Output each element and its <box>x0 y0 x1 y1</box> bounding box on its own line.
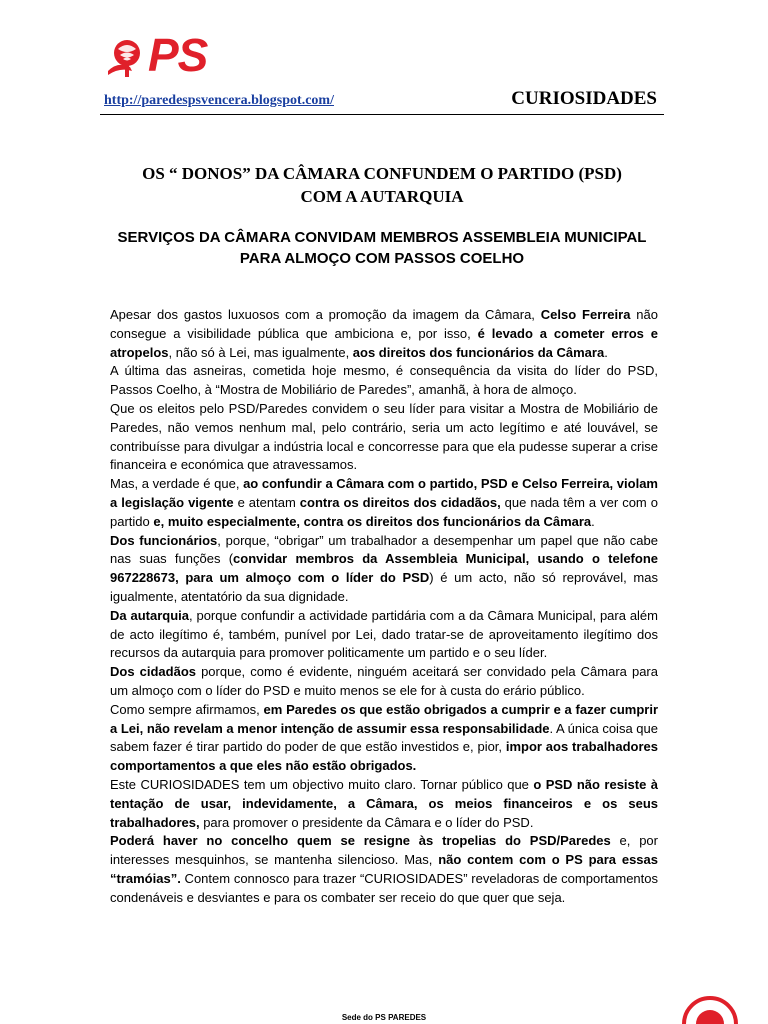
bold-text: é levado a cometer erros e atropelos <box>110 325 658 360</box>
text-run: Como sempre afirmamos, <box>110 701 264 717</box>
article-body <box>110 306 658 908</box>
text-run: Apesar dos gastos luxuosos com a promoção da imagem da Câmara, <box>110 307 541 322</box>
subheadline <box>100 227 664 269</box>
bold-text: Dos funcionários <box>110 532 218 548</box>
text-run: ) é um acto, não só reprovável, mas igualmente, atentatório da sua dignidade. <box>110 570 658 604</box>
bold-text: convidar membros da Assembleia Municipal, usando o telefone 967228673, para um almoço com o líder do PSD <box>110 551 658 586</box>
text-run: , porque confundir a actividade partidária com a da Câmara Municipal, para além de acto ilegítimo é, também, punível por Lei, dado tratar-se de aproveitamento ilegítimo dos recursos da autarquia para promover politicamente um partido e o seu líder. <box>110 607 658 661</box>
bold-text: o PSD não resiste à tentação de usar, indevidamente, a Câmara, os meios financeiros e os seus trabalhadores, <box>110 776 658 830</box>
subheadline-line-1: SERVIÇOS DA CÂMARA CONVIDAM MEMBROS ASSEMBLEIA MUNICIPAL <box>117 229 647 246</box>
bold-text: aos direitos dos funcionários da Câmara <box>352 344 605 360</box>
paragraph <box>110 607 658 663</box>
text-run: Este CURIOSIDADES tem um objectivo muito claro. Tornar público que <box>110 776 534 792</box>
paragraph <box>110 400 658 475</box>
text-run: . <box>591 513 595 529</box>
text-run: Mas, a verdade é que, <box>110 476 244 492</box>
bold-text: Poderá haver no concelho quem se resigne às tropelias do PSD/Paredes <box>110 833 611 849</box>
bold-text: em Paredes os que estão obrigados a cumprir e a fazer cumprir a Lei, não revelam a menor intenção de assumir essa responsabilidade <box>110 701 658 736</box>
paragraph <box>110 475 658 531</box>
text-run: , não só à Lei, mas igualmente, <box>168 344 353 360</box>
headline-line-2: COM A AUTARQUIA <box>300 187 464 206</box>
bold-text: e, muito especialmente, contra os direitos dos funcionários da Câmara <box>153 513 592 529</box>
paragraph <box>110 832 658 907</box>
paragraph <box>110 532 658 607</box>
bold-text: ao confundir a Câmara com o partido, PSD e Celso Ferreira, violam a legislação vigente <box>110 476 658 510</box>
section-label: CURIOSIDADES <box>511 88 657 109</box>
bold-text: não contem com o PS para essas “tramóias”. <box>110 852 658 886</box>
bold-text: impor aos trabalhadores comportamentos a que eles não estão obrigados. <box>110 739 658 774</box>
bold-text: Da autarquia <box>110 607 189 623</box>
text-run: e atentam <box>233 494 300 510</box>
paragraph <box>110 663 658 701</box>
headline-line-1: OS “ DONOS” DA CÂMARA CONFUNDEM O PARTIDO (PSD) <box>142 164 622 183</box>
header-divider <box>100 114 664 115</box>
text-run: , porque, “obrigar” um trabalhador a desempenhar um papel que não cabe nas suas funções ( <box>110 532 658 567</box>
blog-link[interactable]: http://paredespsvencera.blogspot.com/ <box>104 93 334 108</box>
logo-text: PS <box>148 29 208 81</box>
bold-text: Dos cidadãos <box>110 664 196 680</box>
ps-logo <box>104 29 240 81</box>
paragraph <box>110 306 658 362</box>
headline <box>100 162 664 208</box>
bold-text: contra os direitos dos cidadãos, <box>299 494 501 510</box>
rose-fist-icon <box>104 33 150 79</box>
party-seal-icon <box>680 994 740 1024</box>
text-run: . A única coisa que sabem fazer é tirar partido do poder de que estão investidos e, pior, <box>110 720 658 755</box>
text-run: que nada têm a ver com o partido <box>110 494 658 529</box>
text-run: Que os eleitos pelo PSD/Paredes convidem o seu líder para visitar a Mostra de Mobiliário de Paredes, não vemos nenhum mal, pelo contrário, seria um acto legítimo e até louvável, se contribuísse para divulgar a indústria local e concorresse para que ela pudesse superar a crise financeira e económica que atravessamos. <box>110 400 658 473</box>
text-run: porque, como é evidente, ninguém aceitará ser convidado pela Câmara para um almoço com o líder do PSD e muito menos se ele for à custa do erário público. <box>110 664 658 698</box>
text-run: para promover o presidente da Câmara e o líder do PSD. <box>199 814 534 830</box>
subheadline-line-2: PARA ALMOÇO COM PASSOS COELHO <box>239 250 525 267</box>
text-run: e, por interesses mesquinhos, se mantenha silencioso. Mas, <box>110 833 658 868</box>
text-run: A última das asneiras, cometida hoje mesmo, é consequência da visita do líder do PSD, Passos Coelho, à “Mostra de Mobiliário de Paredes”, amanhã, à hora de almoço. <box>110 363 658 398</box>
paragraph <box>110 776 658 832</box>
text-run: . <box>604 344 608 360</box>
footer-text: Sede do PS PAREDES <box>341 1013 427 1022</box>
text-run: não consegue a visibilidade pública que ambiciona e, por isso, <box>110 307 658 341</box>
paragraph <box>110 701 658 776</box>
bold-text: Celso Ferreira <box>540 307 631 322</box>
paragraph <box>110 362 658 400</box>
text-run: Contem connosco para trazer “CURIOSIDADES” reveladoras de comportamentos condenáveis e desviantes e para os combater ser receio do que quer que seja. <box>110 870 658 905</box>
